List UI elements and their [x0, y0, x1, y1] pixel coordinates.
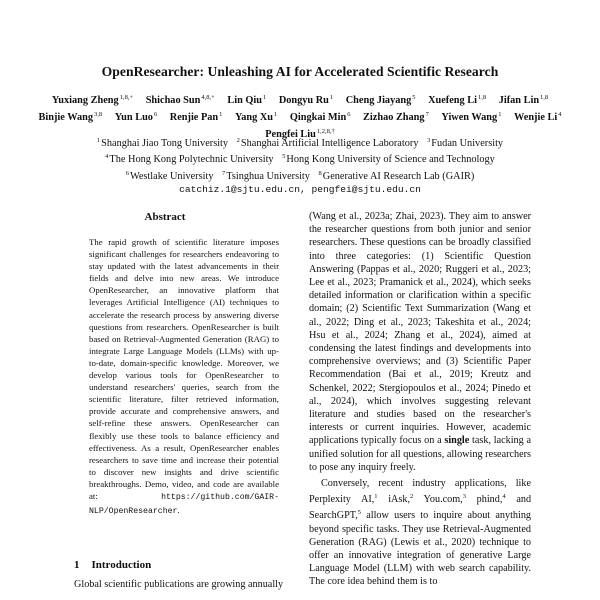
author-name: Shichao Sun: [145, 95, 201, 106]
author-affiliation-marker: 4,8,+: [201, 94, 215, 101]
footnote-marker[interactable]: 1: [374, 493, 378, 501]
author: [363, 112, 429, 123]
author-name: Zizhao Zhang: [363, 112, 425, 123]
author-affiliation-marker: 1,8: [478, 94, 487, 101]
author: [441, 112, 501, 123]
author-affiliation-marker: 4: [558, 111, 562, 118]
paragraph-text-end: task, lacking a unified solution for all questions, allowing researchers to pose any inquiry freely.: [309, 435, 531, 473]
footnote-marker[interactable]: 2: [410, 493, 414, 501]
author: [146, 95, 215, 106]
affiliation-name: Generative AI Research Lab (GAIR): [322, 170, 475, 182]
introduction-body: Global scientific publications are growing annually: [74, 579, 284, 590]
paragraph-text: You.com,: [423, 494, 463, 506]
author: [514, 112, 561, 123]
abstract-heading: Abstract: [144, 211, 186, 223]
affiliation-name: The Hong Kong Polytechnic University: [109, 154, 274, 166]
author: [279, 95, 333, 106]
author: [227, 95, 266, 106]
author: [39, 112, 103, 123]
affiliation-number: 2: [236, 137, 240, 144]
paper-title: OpenResearcher: Unleashing AI for Accelerated Scientific Research: [101, 64, 499, 79]
code-url[interactable]: https://github.com/GAIR-NLP/OpenResearcher: [89, 492, 279, 517]
author-name: Yuxiang Zheng: [51, 95, 119, 106]
affiliation-number: 8: [318, 169, 322, 177]
affiliation-number: 4: [105, 153, 109, 161]
affiliation: [97, 138, 228, 149]
author: [499, 95, 548, 106]
author-affiliation-marker: 5: [412, 94, 416, 101]
paragraph-text: allow users to inquire about anything beyond specific tasks. They use Retrieval-Augmented Generation (RAG) (Lewis et al., 2020) technique to offer an innovative integration of generative Large Language Model (LLM) with web search capability. The core idea behind them is to: [309, 510, 532, 588]
affiliation-line-2: [20, 150, 580, 166]
affiliation-name: Westlake University: [129, 170, 214, 182]
affiliation: [282, 154, 495, 165]
author: [170, 112, 223, 123]
paragraph-text: and SearchGPT,: [309, 494, 532, 522]
author-affiliation-marker: 7: [425, 111, 429, 118]
affiliation-name: Shanghai Artificial Intelligence Laboratory: [240, 138, 419, 149]
abstract-end: .: [177, 505, 180, 516]
author-name: Wenjie Li: [514, 112, 558, 123]
author-name: Qingkai Min: [289, 112, 347, 123]
author-affiliation-marker: 3,8: [93, 111, 103, 118]
right-paragraph-2: [309, 477, 531, 589]
author-name: Yang Xu: [234, 112, 274, 123]
author-affiliation-marker: 1: [329, 94, 334, 101]
author-affiliation-marker: 1,2,8,†: [316, 128, 335, 135]
affiliation-number: 7: [222, 169, 226, 177]
author: [290, 112, 351, 123]
author: [428, 95, 486, 106]
affiliation-name: Hong Kong University of Science and Technology: [286, 154, 495, 166]
emphasis-single: single: [444, 435, 470, 447]
author-affiliation-marker: 6: [153, 111, 158, 118]
author-affiliation-marker: 1: [219, 111, 223, 118]
affiliation: [222, 171, 310, 182]
author: [52, 95, 133, 106]
affiliation-name: Fudan University: [431, 138, 504, 149]
author-name: Yun Luo: [114, 112, 153, 123]
section-heading-introduction: [74, 559, 151, 571]
affiliation: [105, 154, 273, 165]
affiliation-line-1: [20, 134, 580, 150]
affiliation: [319, 171, 475, 182]
affiliation-number: 3: [427, 137, 431, 144]
paragraph-text: iAsk,: [388, 494, 410, 506]
footnote-marker[interactable]: 4: [502, 493, 506, 501]
affiliations: [20, 134, 580, 197]
affiliation: [427, 138, 503, 149]
author-affiliation-marker: 1: [498, 111, 502, 118]
author-name: Yiwen Wang: [441, 112, 498, 123]
author-affiliation-marker: 1: [274, 111, 278, 118]
affiliation-name: Tsinghua University: [226, 170, 310, 182]
author-name: Dongyu Ru: [278, 95, 329, 106]
author-name: Jifan Lin: [498, 95, 540, 106]
author-name: Binjie Wang: [38, 112, 93, 123]
right-column: [309, 210, 531, 589]
author-name: Xuefeng Li: [428, 95, 477, 106]
affiliation-name: Shanghai Jiao Tong University: [101, 138, 229, 149]
footnote-marker[interactable]: 5: [357, 509, 362, 517]
affiliation-number: 5: [282, 153, 286, 161]
abstract-body: [89, 236, 279, 518]
author: [346, 95, 416, 106]
paragraph-text: phind,: [476, 494, 503, 506]
section-title: Introduction: [91, 559, 152, 571]
author-affiliation-marker: 1,8: [540, 94, 549, 101]
author-affiliation-marker: 1: [263, 94, 267, 101]
section-number: 1: [74, 559, 80, 571]
author: [235, 112, 277, 123]
abstract-text: The rapid growth of scientific literature imposes significant challenges for researchers endeavoring to stay updated with the latest advancements in their fields and delve into new areas. We introduce OpenResearcher, an innovative platform that leverages Artificial Intelligence (AI) techniques to accelerate the research process by answering diverse questions from researchers. OpenResearcher is built based on Retrieval-Augmented Generation (RAG) to integrate Large Language Models (LLMs) with up-to-date, domain-specific knowledge. Moreover, we develop various tools for OpenResearcher to understand researchers' queries, search from the scientific literature, filter retrieved information, provide accurate and comprehensive answers, and self-refine these answers. OpenResearcher can flexibly use these tools to balance efficiency and effectiveness. As a result, OpenResearcher enables researchers to save time and increase their potential to discover new insights and drive scientific breakthroughs. Demo, video, and code are available at:: [89, 237, 279, 501]
author-name: Lin Qiu: [227, 95, 262, 106]
paragraph-text: (Wang et al., 2023a; Zhai, 2023). They aim to answer the researcher questions from both junior and senior researchers. These questions can be broadly classified into three categories: (1) Scientific Question Answering (Pappas et al., 2020; Ruggeri et al., 2023; Lee et al., 2023; Pramanick et al., 2024), which seeks detailed information or clarification within a specific domain; (2) Scientific Text Summarization (Wang et al., 2022; Ding et al., 2023; Takeshita et al., 2024; Hsu et al., 2024; Zhang et al., 2024), aimed at condensing the latest findings and developments into comprehensive overviews; and (3) Scientific Paper Recommendation (Bai et al., 2019; Kreutz and Schenkel, 2022; Stergiopoulos et al., 2024; Pinedo et al., 2024), which involves suggesting relevant literature and studies based on the researcher's interests or current inquiries. However, academic applications typically focus on a: [309, 211, 531, 447]
paragraph-text: Conversely, recent industry applications, like Perplexity AI,: [309, 478, 531, 506]
affiliation-line-3: [20, 167, 580, 183]
author-affiliation-marker: 1,8,+: [119, 94, 134, 101]
affiliation-number: 1: [96, 137, 101, 144]
right-paragraph-1: [309, 210, 531, 474]
affiliation-number: 6: [125, 169, 129, 177]
author-affiliation-marker: 6: [347, 111, 351, 118]
author-name: Renjie Pan: [169, 112, 219, 123]
author-name: Cheng Jiayang: [345, 95, 412, 106]
footnote-marker[interactable]: 3: [462, 493, 466, 501]
author-name: Pengfei Liu: [265, 129, 316, 140]
contact-emails: catchiz.1@sjtu.edu.cn, pengfei@sjtu.edu.cn: [179, 184, 421, 196]
author: [115, 112, 158, 123]
affiliation: [237, 138, 419, 149]
affiliation: [126, 171, 214, 182]
